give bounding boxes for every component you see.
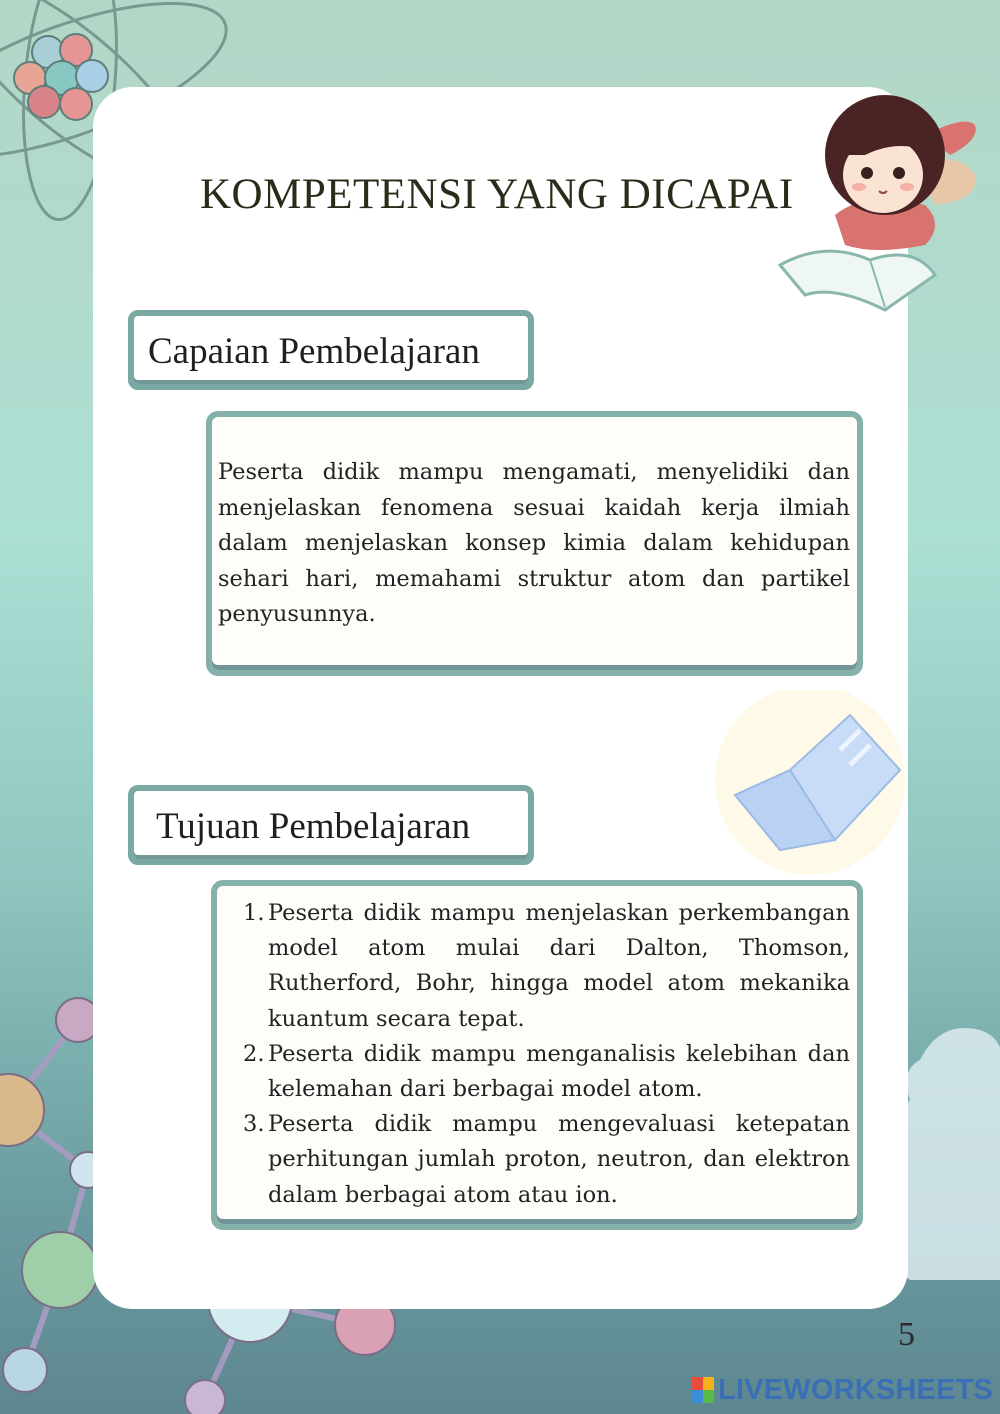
capaian-text: Peserta didik mampu mengamati, menyelidiki dan menjelaskan fenomena sesuai kaidah kerja ilmiah dalam menjelaskan konsep kimia dalam kehidupan sehari hari, memahami struktur atom dan partikel penyusunnya. <box>218 459 850 627</box>
page-number: 5 <box>898 1316 915 1353</box>
liveworksheets-logo-icon <box>692 1377 714 1403</box>
list-text: Peserta didik mampu menganalisis kelebihan dan kelemahan dari berbagai model atom. <box>268 1040 850 1103</box>
page-title: KOMPETENSI YANG DICAPAI <box>200 171 794 218</box>
list-item <box>243 1037 850 1107</box>
list-text: Peserta didik mampu menjelaskan perkembangan model atom mulai dari Dalton, Thomson, Rutherford, Bohr, hingga model atom mekanika kuantum secara tepat. <box>268 900 850 1032</box>
list-number: 2. <box>243 1040 265 1067</box>
open-book-illustration <box>700 690 920 880</box>
capaian-heading: Capaian Pembelajaran <box>148 331 480 372</box>
watermark-text: LIVEWORKSHEETS <box>718 1373 994 1406</box>
tujuan-list <box>243 896 850 1213</box>
liveworksheets-watermark[interactable] <box>692 1374 993 1406</box>
list-item <box>243 1107 850 1213</box>
capaian-heading-box <box>128 310 534 390</box>
list-number: 3. <box>243 1111 265 1138</box>
tujuan-heading-box <box>128 785 534 865</box>
list-text: Peserta didik mampu mengevaluasi ketepatan perhitungan jumlah proton, neutron, dan elektron dalam berbagai atom atau ion. <box>268 1111 850 1208</box>
list-number: 1. <box>243 900 265 926</box>
tujuan-heading: Tujuan Pembelajaran <box>156 806 471 847</box>
list-item <box>243 896 850 1037</box>
